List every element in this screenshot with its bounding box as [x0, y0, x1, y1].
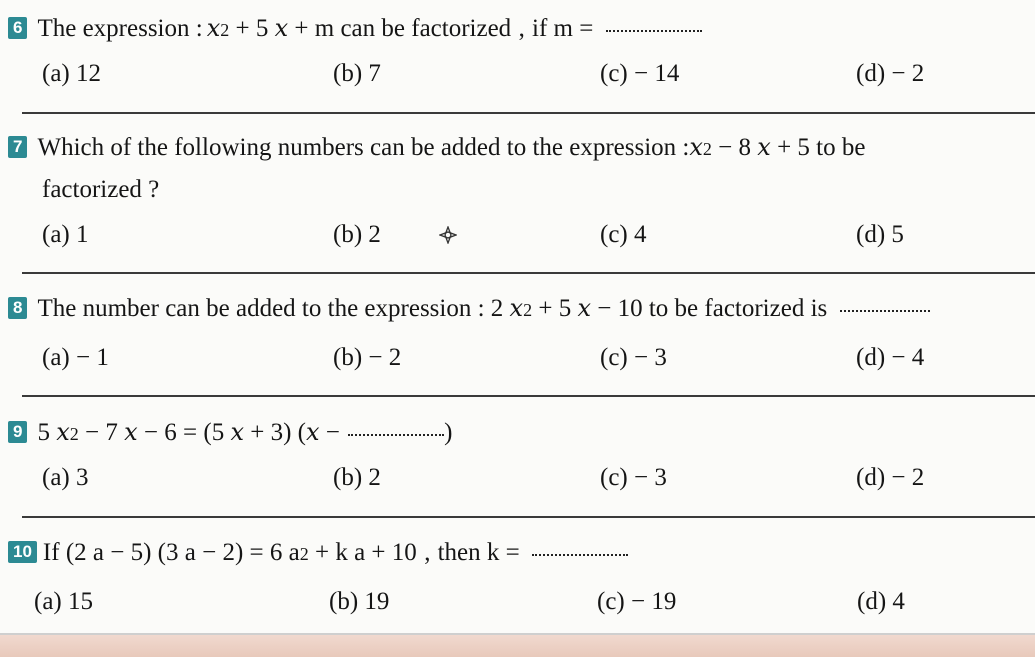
separator	[22, 395, 1035, 397]
page-bottom-strip	[0, 635, 1035, 657]
answer-blank	[348, 434, 444, 436]
question-number-badge: 8	[8, 297, 27, 319]
option-a[interactable]: (a) − 1	[42, 344, 109, 371]
question-7-stem-line2: factorized ?	[42, 176, 160, 203]
option-d[interactable]: (d) 5	[856, 221, 904, 248]
option-d[interactable]: (d) 4	[857, 588, 905, 615]
option-a[interactable]: (a) 3	[42, 464, 89, 491]
question-number-badge: 10	[8, 541, 37, 563]
move-cursor-icon	[439, 226, 457, 244]
option-b[interactable]: (b) − 2	[333, 344, 402, 371]
answer-blank	[840, 310, 930, 312]
option-c[interactable]: (c) − 14	[600, 60, 680, 87]
answer-blank	[532, 554, 628, 556]
option-d[interactable]: (d) − 2	[856, 60, 925, 87]
option-a[interactable]: (a) 1	[42, 221, 89, 248]
question-7-stem: 7 Which of the following numbers can be added to the expression : x 2 − 8 x + 5 to be	[8, 133, 865, 162]
question-6-stem: 6 The expression : x 2 + 5 x + m can be factorized ‚ if m =	[8, 14, 702, 43]
option-b[interactable]: (b) 19	[329, 588, 390, 615]
answer-blank	[606, 30, 702, 32]
option-c[interactable]: (c) − 3	[600, 344, 667, 371]
separator	[22, 112, 1035, 114]
question-9-stem: 9 5 x 2 − 7 x − 6 = (5 x + 3) ( x − )	[8, 418, 452, 447]
option-b[interactable]: (b) 2	[333, 464, 381, 491]
question-8-stem: 8 The number can be added to the expression : 2 x 2 + 5 x − 10 to be factorized is	[8, 294, 930, 323]
question-10-stem: 10 If (2 a − 5) (3 a − 2) = 6 a 2 + k a + 10 ‚ then k =	[8, 539, 628, 567]
question-number-badge: 9	[8, 421, 27, 443]
separator	[22, 516, 1035, 518]
option-c[interactable]: (c) − 19	[597, 588, 677, 615]
option-d[interactable]: (d) − 4	[856, 344, 925, 371]
option-b[interactable]: (b) 7	[333, 60, 381, 87]
separator	[22, 272, 1035, 274]
question-number-badge: 7	[8, 136, 27, 158]
option-a[interactable]: (a) 12	[42, 60, 101, 87]
option-c[interactable]: (c) − 3	[600, 464, 667, 491]
question-number-badge: 6	[8, 17, 27, 39]
option-d[interactable]: (d) − 2	[856, 464, 925, 491]
option-a[interactable]: (a) 15	[34, 588, 93, 615]
option-c[interactable]: (c) 4	[600, 221, 647, 248]
option-b[interactable]: (b) 2	[333, 221, 381, 248]
